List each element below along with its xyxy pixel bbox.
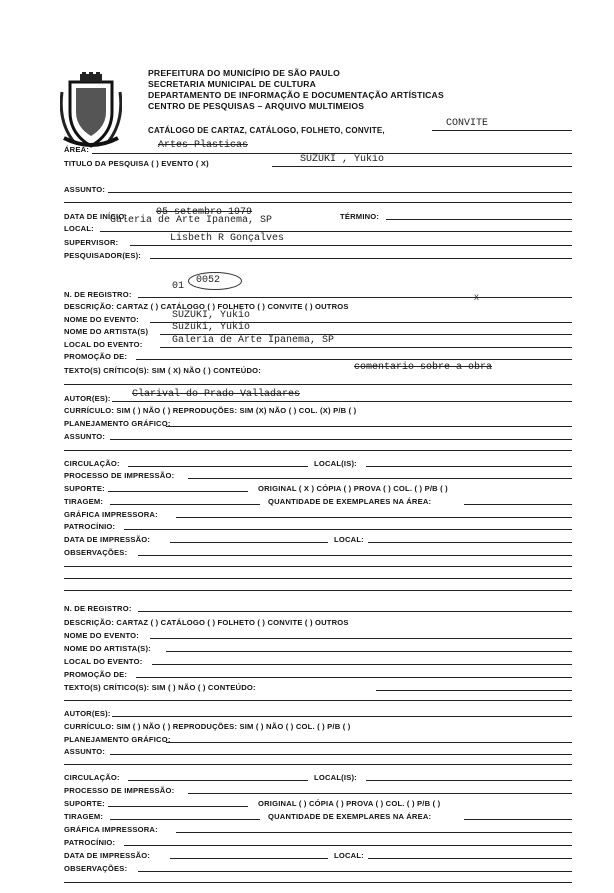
texto-line — [64, 384, 572, 385]
local2-r2-line — [368, 858, 572, 859]
patrocinio-line — [124, 529, 572, 530]
grafica2-line — [176, 832, 572, 833]
promocao2-line — [136, 677, 572, 678]
pesquisador-label: PESQUISADOR(ES): — [64, 251, 142, 260]
data-impressao-line — [170, 542, 328, 543]
assunto-line — [108, 192, 572, 193]
locais2-label: LOCAL(IS): — [314, 773, 357, 782]
quantidade2-label: QUANTIDADE DE EXEMPLARES NA ÁREA: — [268, 812, 432, 821]
header-line-4: CENTRO DE PESQUISAS – ARQUIVO MULTIMEIOS — [148, 101, 365, 111]
supervisor-label: SUPERVISOR: — [64, 238, 119, 247]
convite-mark: X — [474, 294, 479, 303]
data-inicio-label: DATA DE INÍCIO: — [64, 212, 128, 221]
evento-label: NOME DO EVENTO: — [64, 315, 140, 324]
promocao-label: PROMOÇÃO DE: — [64, 352, 128, 361]
tiragem2-line — [110, 819, 260, 820]
evento-value: SUZUKI, Yukio — [172, 310, 251, 321]
patrocinio-label: PATROCÍNIO: — [64, 522, 116, 531]
observacoes-line-4 — [64, 590, 572, 591]
local-evento2-line — [152, 664, 572, 665]
supervisor-line — [130, 245, 572, 246]
autores2-line — [112, 716, 572, 717]
observacoes-line-3 — [64, 578, 572, 579]
header-line-1: PREFEITURA DO MUNICÍPIO DE SÃO PAULO — [148, 68, 340, 78]
grafica2-label: GRÁFICA IMPRESSORA: — [64, 825, 158, 834]
patrocinio2-label: PATROCÍNIO: — [64, 838, 116, 847]
evento2-label: NOME DO EVENTO: — [64, 631, 140, 640]
artista2-line — [166, 651, 572, 652]
local2-label: LOCAL: — [334, 535, 364, 544]
registro2-line — [138, 611, 572, 612]
assunto-r1-line-2 — [64, 450, 572, 451]
local-line — [100, 231, 572, 232]
data-impressao2-label: DATA DE IMPRESSÃO: — [64, 851, 151, 860]
grafica-line — [176, 517, 572, 518]
local-value: Galeria de Arte Ipanema, SP — [110, 215, 273, 226]
texto2-label: TEXTO(S) CRÍTICO(S): SIM ( ) NÃO ( ) CONTEÚDO: — [64, 683, 256, 692]
suporte-label: SUPORTE: — [64, 484, 105, 493]
assunto-r1-label: ASSUNTO: — [64, 432, 106, 441]
descricao-label: DESCRIÇÃO: CARTAZ ( ) CATÁLOGO ( ) FOLHETO ( ) CONVITE ( ) OUTROS — [64, 302, 349, 311]
observacoes-line — [138, 555, 572, 556]
termino-line — [386, 219, 572, 220]
assunto2-label: ASSUNTO: — [64, 747, 106, 756]
processo2-label: PROCESSO DE IMPRESSÃO: — [64, 786, 175, 795]
autores-label: AUTOR(ES): — [64, 394, 111, 403]
assunto2-line — [110, 754, 572, 755]
quantidade-line — [464, 504, 572, 505]
termino-label: TÉRMINO: — [340, 212, 380, 221]
evento2-line — [150, 638, 572, 639]
header-line-2: SECRETARIA MUNICIPAL DE CULTURA — [148, 79, 317, 89]
observacoes-label: OBSERVAÇÕES: — [64, 548, 128, 557]
suporte2-label: SUPORTE: — [64, 799, 105, 808]
header-line-3: DEPARTAMENTO DE INFORMAÇÃO E DOCUMENTAÇÃO ARTÍSTICAS — [148, 90, 444, 100]
tiragem-line — [110, 504, 260, 505]
circulacao-label: CIRCULAÇÃO: — [64, 459, 120, 468]
autores2-label: AUTOR(ES): — [64, 709, 111, 718]
circulacao2-label: CIRCULAÇÃO: — [64, 773, 120, 782]
tiragem2-label: TIRAGEM: — [64, 812, 104, 821]
texto-value: comentario sobre a obra — [354, 362, 493, 373]
catalog-label: CATÁLOGO DE CARTAZ, CATÁLOGO, FOLHETO, CONVITE, — [148, 126, 385, 135]
data-impressao-label: DATA DE IMPRESSÃO: — [64, 535, 151, 544]
quantidade-label: QUANTIDADE DE EXEMPLARES NA ÁREA: — [268, 497, 432, 506]
catalog-line — [432, 130, 572, 131]
assunto2-line-2 — [64, 764, 572, 765]
planejamento-line — [166, 426, 572, 427]
planejamento2-label: PLANEJAMENTO GRÁFICO: — [64, 735, 171, 744]
registro-line — [138, 297, 572, 298]
promocao-line — [136, 359, 572, 360]
descricao2-label: DESCRIÇÃO: CARTAZ ( ) CATÁLOGO ( ) FOLHETO ( ) CONVITE ( ) OUTROS — [64, 618, 349, 627]
promocao2-label: PROMOÇÃO DE: — [64, 670, 128, 679]
local2-r2-label: LOCAL: — [334, 851, 364, 860]
suporte-line — [108, 491, 248, 492]
pesquisador-line — [150, 258, 572, 259]
locais-line — [366, 466, 572, 467]
coat-of-arms-icon — [60, 72, 122, 150]
observacoes-line-2 — [64, 566, 572, 567]
titulo-line — [272, 166, 572, 167]
local-evento-line — [160, 347, 572, 348]
local-evento-value: Galeria de Arte Ipanema, SP — [172, 335, 335, 346]
texto2-line-2 — [64, 700, 572, 701]
titulo-label: TITULO DA PESQUISA ( ) EVENTO ( X) — [64, 159, 209, 168]
texto2-line — [376, 690, 572, 691]
grafica-label: GRÁFICA IMPRESSORA: — [64, 510, 158, 519]
planejamento2-line — [166, 742, 572, 743]
artista2-label: NOME DO ARTISTA(S): — [64, 644, 151, 653]
observacoes2-line-2 — [64, 882, 572, 883]
local-label: LOCAL: — [64, 224, 94, 233]
circulacao-line — [128, 466, 308, 467]
artista-value: Suzuki, Yukio — [172, 322, 251, 333]
assunto-label: ASSUNTO: — [64, 185, 106, 194]
circulacao2-line — [128, 780, 308, 781]
registro-value: 0052 — [196, 275, 221, 286]
texto-label: TEXTO(S) CRÍTICO(S): SIM ( X) NÃO ( ) CONTEÚDO: — [64, 366, 261, 375]
curriculo2-label: CURRÍCULO: SIM ( ) NÃO ( ) REPRODUÇÕES: SIM ( ) NÃO ( ) COL. ( ) P/B ( ) — [64, 722, 351, 731]
patrocinio2-line — [124, 845, 572, 846]
area-value: Artes Plasticas — [158, 140, 249, 151]
assunto-line-2 — [64, 202, 572, 203]
area-label: ÁREA: — [64, 145, 90, 154]
locais2-line — [366, 780, 572, 781]
quantidade2-line — [464, 819, 572, 820]
local-evento-label: LOCAL DO EVENTO: — [64, 340, 143, 349]
titulo-value: SUZUKI , Yukio — [300, 154, 385, 165]
processo-line — [188, 478, 572, 479]
autores-line — [112, 401, 572, 402]
observacoes2-line — [138, 871, 572, 872]
local2-line — [368, 542, 572, 543]
suporte-options: ORIGINAL ( X ) CÓPIA ( ) PROVA ( ) COL. ( ) P/B ( ) — [258, 484, 448, 493]
data-impressao2-line — [170, 858, 328, 859]
suporte2-line — [108, 806, 248, 807]
data-inicio-value: 05 setembro 1979 — [156, 207, 253, 218]
artista-label: NOME DO ARTISTA(S) — [64, 327, 149, 336]
registro-label: N. DE REGISTRO: — [64, 290, 132, 299]
autores-value: Clarival do Prado Valladares — [132, 389, 301, 400]
registro-prefix: 01 — [172, 281, 185, 292]
processo-label: PROCESSO DE IMPRESSÃO: — [64, 471, 175, 480]
suporte2-options: ORIGINAL ( ) CÓPIA ( ) PROVA ( ) COL. ( ) P/B ( ) — [258, 799, 441, 808]
curriculo-label: CURRÍCULO: SIM ( ) NÃO ( ) REPRODUÇÕES: SIM (X) NÃO ( ) COL. (X) P/B ( ) — [64, 406, 357, 415]
assunto-r1-line — [110, 439, 572, 440]
registro2-label: N. DE REGISTRO: — [64, 604, 132, 613]
tiragem-label: TIRAGEM: — [64, 497, 104, 506]
locais-label: LOCAL(IS): — [314, 459, 357, 468]
local-evento2-label: LOCAL DO EVENTO: — [64, 657, 143, 666]
planejamento-label: PLANEJAMENTO GRÁFICO: — [64, 419, 171, 428]
catalog-value: CONVITE — [446, 118, 489, 129]
supervisor-value: Lisbeth R Gonçalves — [170, 233, 285, 244]
processo2-line — [188, 793, 572, 794]
observacoes2-label: OBSERVAÇÕES: — [64, 864, 128, 873]
